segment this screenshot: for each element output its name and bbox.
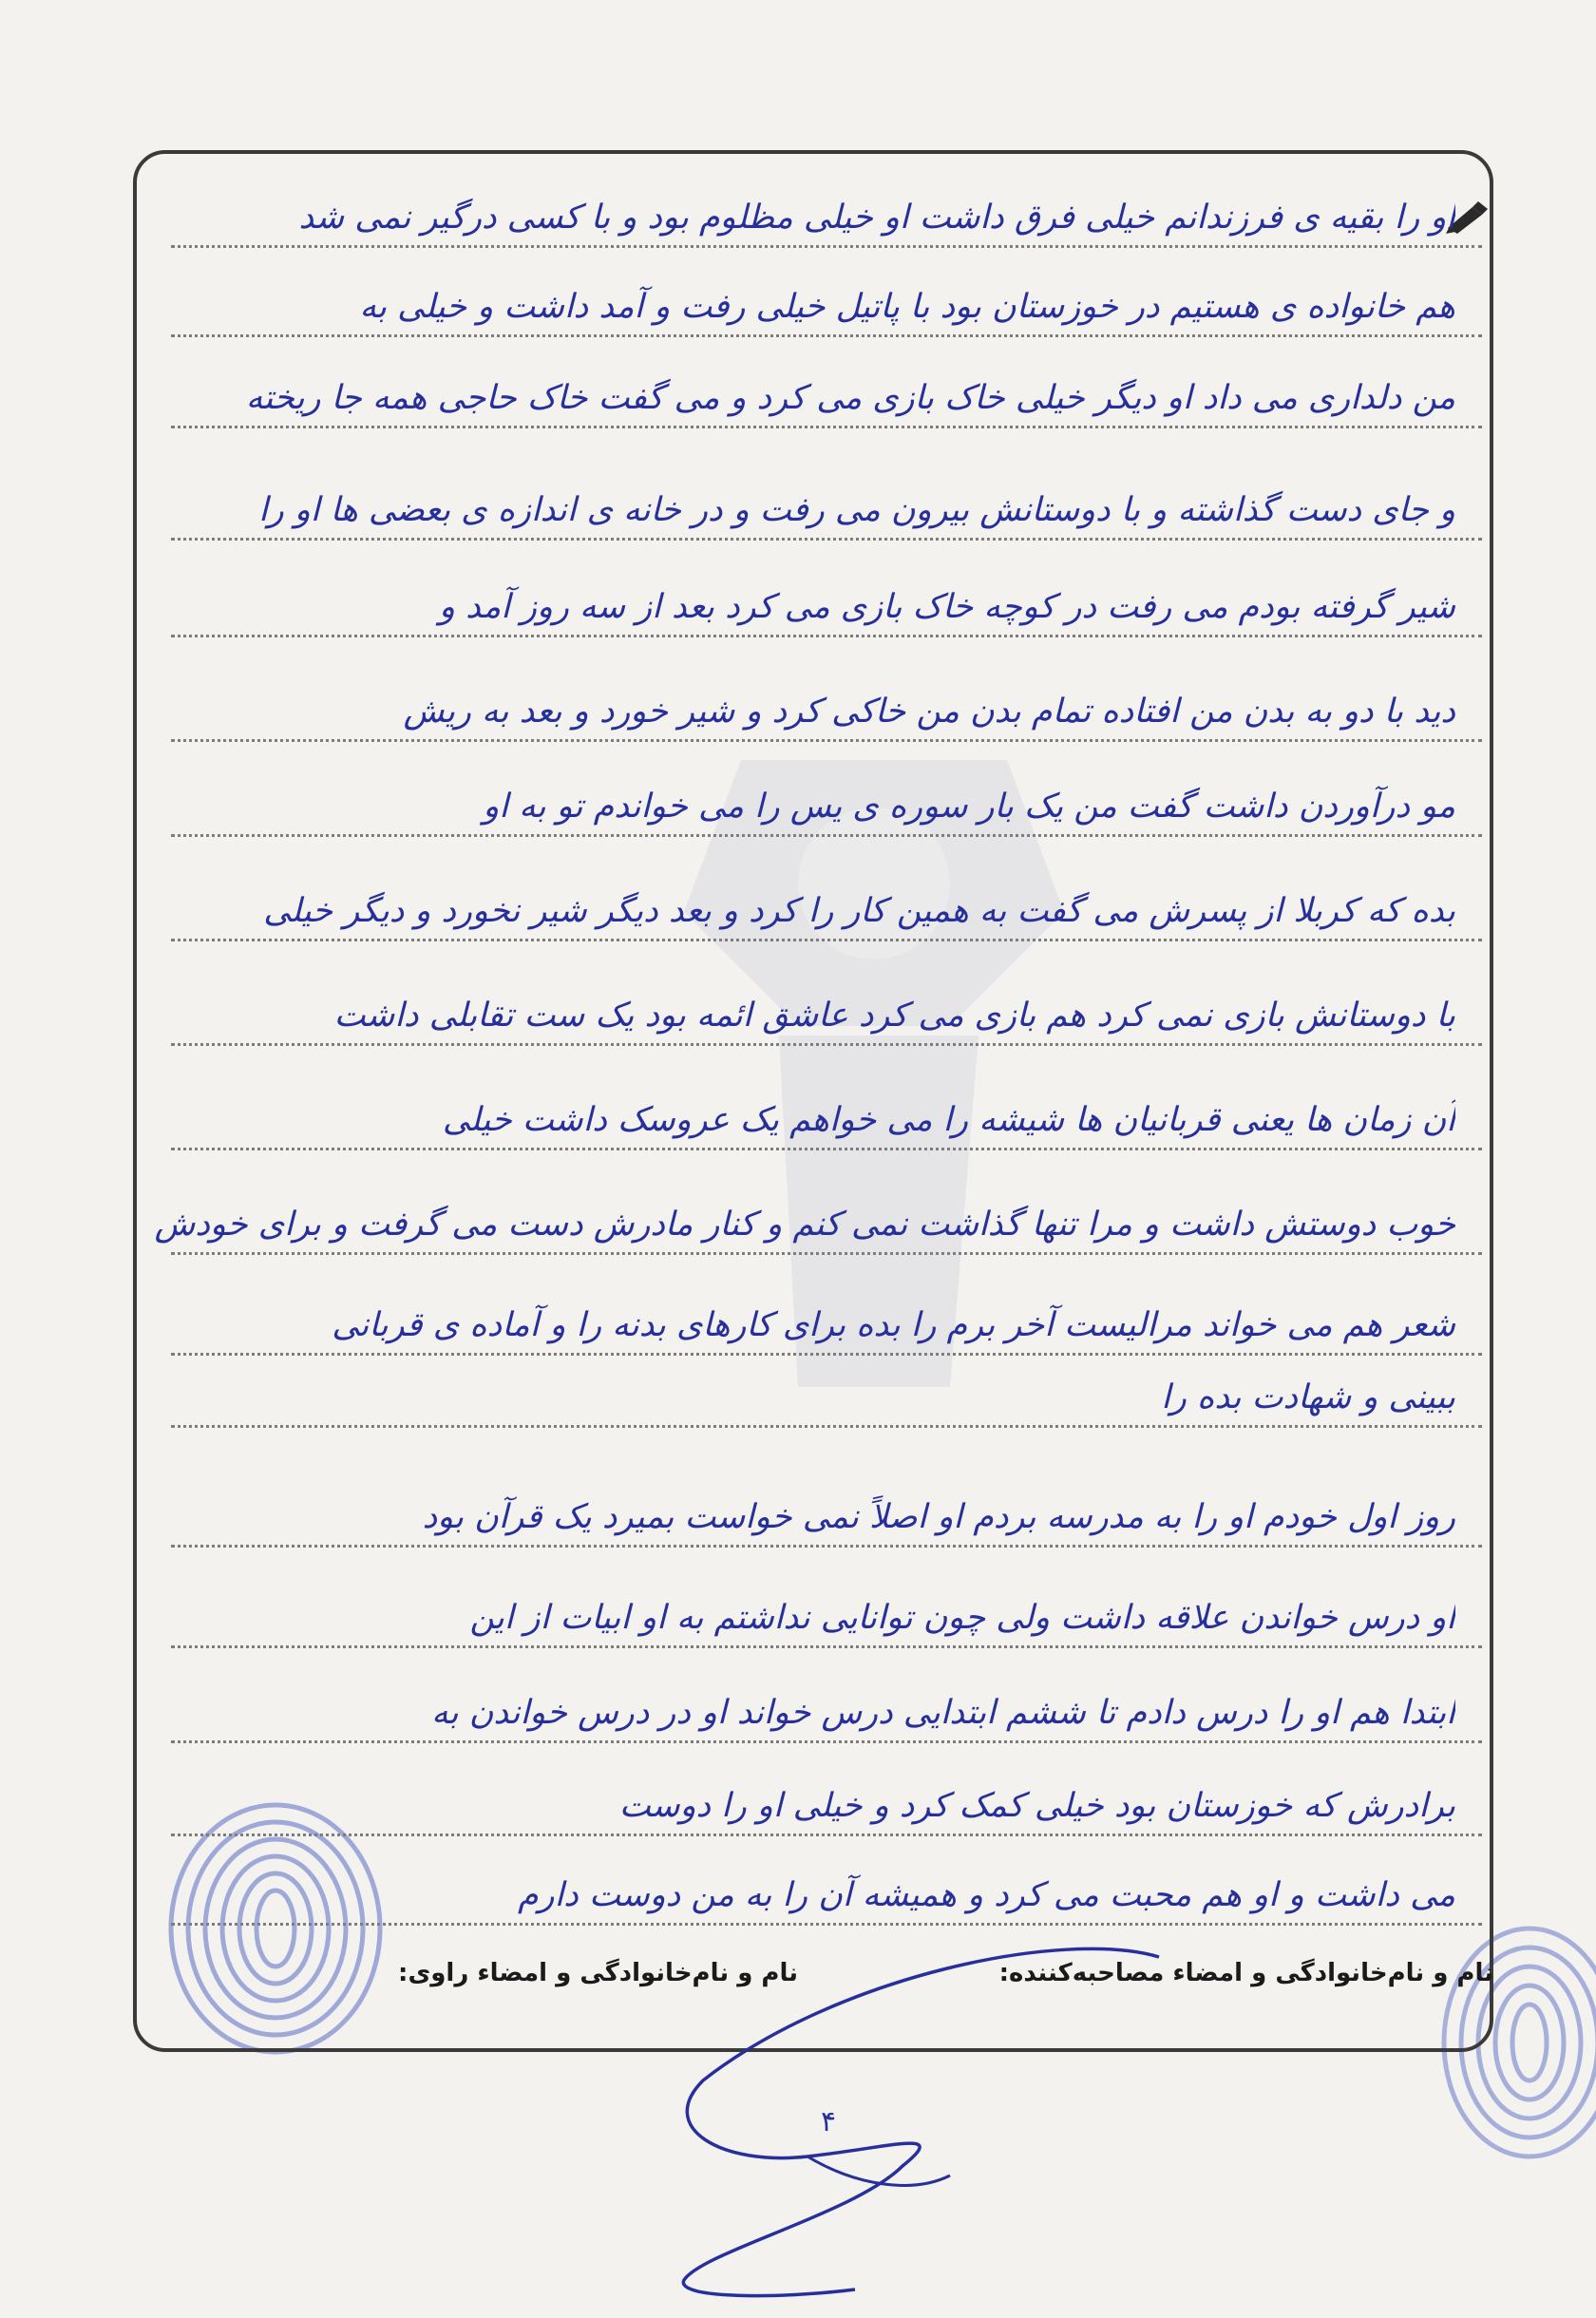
- handwritten-line: برادرش که خوزستان بود خیلی کمک کرد و خیلی او را دوست: [618, 1787, 1455, 1825]
- handwritten-line: و جای دست گذاشته و با دوستانش بیرون می رفت و در خانه ی اندازه ی بعضی ها او را: [258, 491, 1455, 529]
- handwritten-line: من دلداری می داد او دیگر خیلی خاک بازی می کرد و می گفت خاک حاجی همه جا ریخته: [245, 379, 1455, 417]
- handwritten-line: بده که کربلا از پسرش می گفت به همین کار را کرد و بعد دیگر شیر نخورد و دیگر خیلی: [263, 892, 1455, 930]
- handwritten-line: آن زمان ها یعنی قربانیان ها شیشه را می خواهم یک عروسک داشت خیلی: [442, 1101, 1455, 1139]
- handwritten-line: او را بقیه ی فرزندانم خیلی فرق داشت او خیلی مظلوم بود و با کسی درگیر نمی شد: [298, 199, 1455, 237]
- handwritten-line: ببینی و شهادت بده را: [1161, 1378, 1455, 1416]
- handwritten-line: ابتدا هم او را درس دادم تا ششم ابتدایی درس خواند او در درس خواندن به: [431, 1694, 1455, 1732]
- handwritten-line: او درس خواندن علاقه داشت ولی چون توانایی نداشتم به او ابیات از این: [469, 1599, 1455, 1637]
- handwritten-line: می داشت و او هم محبت می کرد و همیشه آن را به من دوست دارم: [518, 1876, 1455, 1914]
- handwritten-signature: [665, 1938, 1197, 2318]
- handwritten-line: هم خانواده ی هستیم در خوزستان بود با پاتیل خیلی رفت و آمد داشت و خیلی به: [359, 288, 1455, 326]
- handwritten-line: دید با دو به بدن من افتاده تمام بدن من خاکی کرد و شیر خورد و بعد به ریش: [403, 693, 1455, 731]
- handwritten-line: با دوستانش بازی نمی کرد هم بازی می کرد عاشق ائمه بود یک ست تقابلی داشت: [333, 997, 1455, 1035]
- narrator-signature-label: نام و نام‌خانوادگی و امضاء راوی:: [398, 1959, 798, 1987]
- handwritten-line: شیر گرفته بودم می رفت در کوچه خاک بازی می کرد بعد از سه روز آمد و: [439, 588, 1455, 626]
- handwritten-line: شعر هم می خواند مرالیست آخر برم را بده برای کارهای بدنه را و آماده ی قربانی: [332, 1306, 1455, 1344]
- handwritten-line: روز اول خودم او را به مدرسه بردم او اصلاً نمی خواست بمیرد یک قرآن بود: [422, 1498, 1455, 1536]
- handwritten-line: خوب دوستش داشت و مرا تنها گذاشت نمی کنم و کنار مادرش دست می گرفت و برای خودش: [154, 1206, 1455, 1244]
- handwritten-line: مو درآوردن داشت گفت من یک بار سوره ی یس را می خواندم تو به او: [483, 788, 1455, 826]
- page-number: ۴: [821, 2105, 837, 2138]
- interviewer-signature-label: نام و نام‌خانوادگی و امضاء مصاحبه‌کننده:: [998, 1959, 1493, 1987]
